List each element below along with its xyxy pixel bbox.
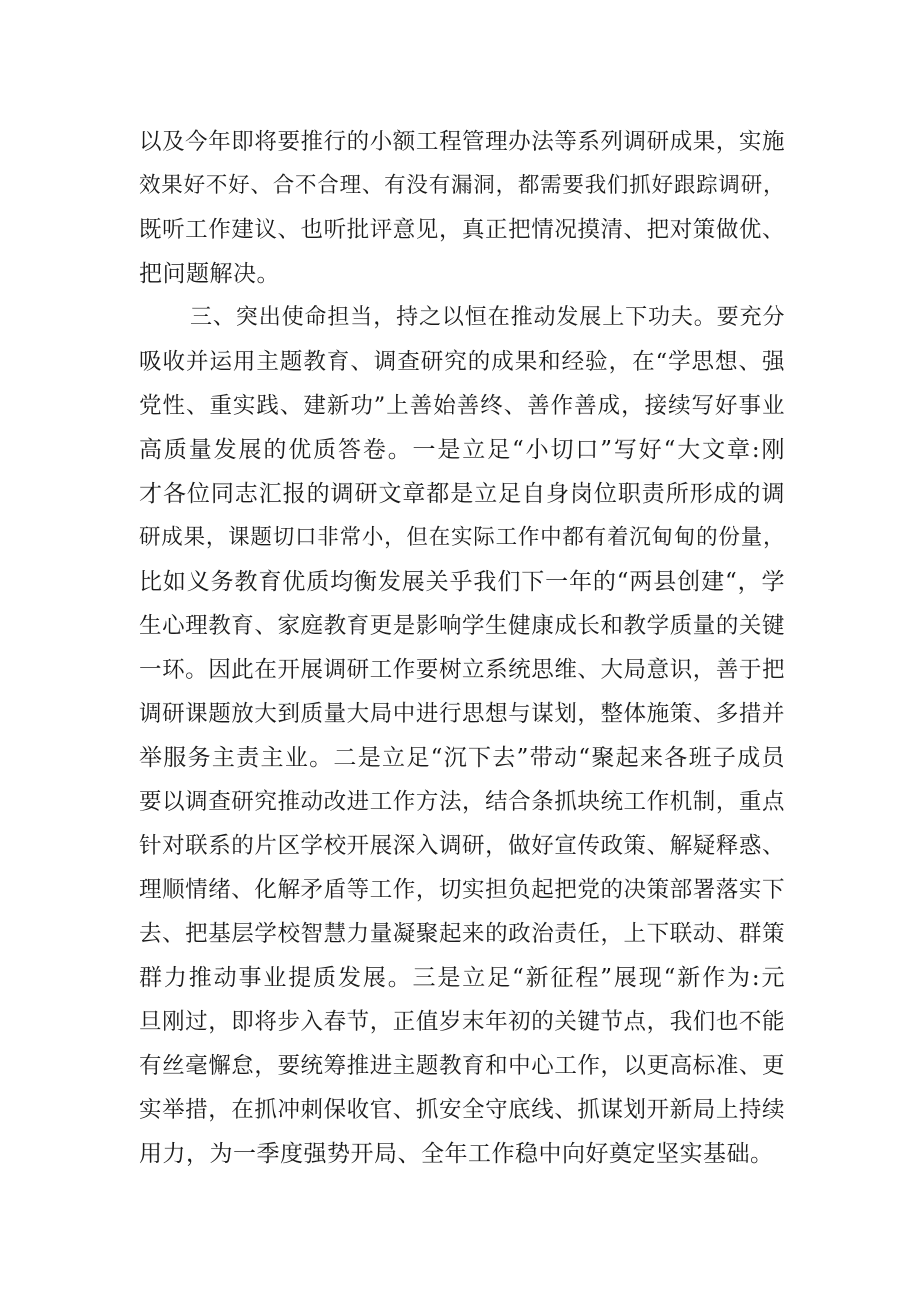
text-line: 有丝毫懈怠，要统筹推进主题教育和中心工作，以更高标准、更 bbox=[139, 1053, 785, 1079]
text-line: 效果好不好、合不合理、有没有漏洞，都需要我们抓好跟踪调研， bbox=[139, 173, 785, 198]
text-line: 旦刚过，即将步入春节，正值岁末年初的关键节点，我们也不能 bbox=[139, 1009, 785, 1035]
text-line: 比如义务教育优质均衡发展关乎我们下一年的“两县创建“，学 bbox=[139, 569, 785, 595]
text-line: 用力，为一季度强势开局、全年工作稳中向好奠定坚实基础。 bbox=[139, 1141, 774, 1167]
text-line: 去、把基层学校智慧力量凝聚起来的政治责任，上下联动、群策 bbox=[139, 921, 785, 947]
text-line: 调研课题放大到质量大局中进行思想与谋划，整体施策、多措并 bbox=[139, 701, 785, 727]
text-line: 要以调查研究推动改进工作方法，结合条抓块统工作机制，重点 bbox=[139, 789, 785, 815]
text-line: 一环。因此在开展调研工作要树立系统思维、大局意识，善于把 bbox=[139, 657, 785, 683]
text-line: 举服务主责主业。二是立足“沉下去”带动“聚起来各班子成员 bbox=[139, 745, 785, 771]
text-line: 把问题解决。 bbox=[139, 261, 280, 287]
text-line: 才各位同志汇报的调研文章都是立足自身岗位职责所形成的调 bbox=[139, 481, 785, 507]
section-heading-line: 三、突出使命担当，持之以恒在推动发展上下功夫。要充分 bbox=[190, 305, 785, 330]
text-line: 研成果，课题切口非常小，但在实际工作中都有着沉甸甸的份量， bbox=[139, 525, 785, 550]
text-line: 高质量发展的优质答卷。一是立足“小切口”写好“大文章:刚 bbox=[139, 437, 785, 463]
text-line: 实举措，在抓冲刺保收官、抓安全守底线、抓谋划开新局上持续 bbox=[139, 1097, 785, 1123]
text-line: 生心理教育、家庭教育更是影响学生健康成长和教学质量的关键 bbox=[139, 613, 785, 639]
text-line: 理顺情绪、化解矛盾等工作，切实担负起把党的决策部署落实下 bbox=[139, 877, 785, 903]
text-line: 党性、重实践、建新功”上善始善终、善作善成，接续写好事业 bbox=[139, 393, 785, 419]
text-line: 群力推动事业提质发展。三是立足“新征程”展现“新作为:元 bbox=[139, 965, 785, 991]
text-line: 以及今年即将要推行的小额工程管理办法等系列调研成果，实施 bbox=[139, 129, 785, 155]
text-line: 既听工作建议、也听批评意见，真正把情况摸清、把对策做优、 bbox=[139, 217, 785, 243]
text-line: 针对联系的片区学校开展深入调研，做好宣传政策、解疑释惑、 bbox=[139, 833, 785, 859]
text-line: 吸收并运用主题教育、调查研究的成果和经验，在“学思想、强 bbox=[139, 349, 785, 375]
